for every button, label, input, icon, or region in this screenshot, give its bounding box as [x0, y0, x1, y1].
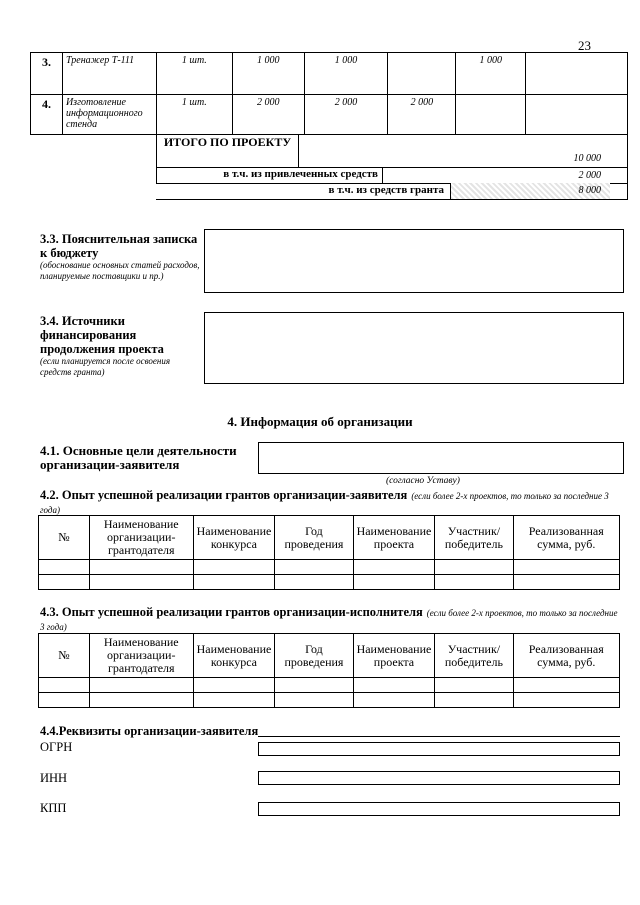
item-col7 — [526, 53, 628, 95]
page-number: 23 — [578, 38, 591, 53]
item-price: 2 000 — [232, 95, 304, 135]
ogrn-field[interactable] — [258, 742, 620, 756]
total-project-label: ИТОГО ПО ПРОЕКТУ — [157, 135, 299, 167]
item-total: 1 000 — [304, 53, 388, 95]
total-attracted-row — [156, 167, 628, 184]
item-col5 — [388, 53, 456, 95]
grants-executor-table — [38, 633, 620, 708]
section-4-3-title: 4.3. Опыт успешной реализации грантов организации-исполнителя — [40, 605, 423, 619]
item-col5: 2 000 — [388, 95, 456, 135]
header-grantor: Наименование организации-грантодателя — [89, 634, 193, 678]
section-4-2-note: (если более 2-х проектов, то только за последние 3 года) — [40, 491, 609, 515]
header-contest: Наименование конкурса — [193, 516, 275, 560]
ogrn-label: ОГРН — [40, 740, 73, 754]
section-4-3-heading — [40, 605, 620, 633]
table-row — [39, 560, 620, 575]
item-col7 — [526, 95, 628, 135]
budget-row — [31, 53, 628, 95]
item-name: Тренажер Т-111 — [62, 53, 156, 95]
item-total: 2 000 — [304, 95, 388, 135]
section-4-3-note: (если более 2-х проектов, то только за последние 3 года) — [40, 608, 618, 632]
header-grantor: Наименование организации-грантодателя — [89, 516, 193, 560]
total-attracted-label: в т.ч. из привлеченных средств — [157, 168, 383, 183]
total-grant-value: 8 000 — [578, 185, 601, 196]
section-3-3-label — [40, 232, 200, 282]
table-row — [39, 678, 620, 693]
section-3-3-note: (обоснование основных статей расходов, планируемые поставщики и пр.) — [40, 260, 200, 281]
grants-applicant-table — [38, 515, 620, 590]
table-row — [39, 575, 620, 590]
budget-table — [30, 52, 628, 135]
section-4-1-note: (согласно Уставу) — [386, 476, 460, 486]
total-attracted-value: 2 000 — [578, 170, 601, 181]
kpp-field[interactable] — [258, 802, 620, 816]
budget-row — [31, 95, 628, 135]
total-project-value: 10 000 — [573, 153, 601, 164]
section-3-3-title: 3.3. Пояснительная записка к бюджету — [40, 232, 198, 260]
item-qty: 1 шт. — [156, 53, 232, 95]
total-project-row — [156, 134, 628, 168]
section-3-3-field[interactable] — [204, 229, 624, 293]
section-3-4-label — [40, 314, 200, 378]
kpp-label: КПП — [40, 801, 67, 815]
header-amount: Реализованная сумма, руб. — [513, 516, 620, 560]
header-participant: Участник/ победитель — [435, 634, 513, 678]
table-header-row — [39, 634, 620, 678]
section-4-4-title: 4.4.Реквизиты организации-заявителя — [40, 724, 259, 738]
header-number: № — [39, 634, 90, 678]
section-4-2-heading — [40, 488, 620, 516]
total-grant-row — [156, 183, 628, 200]
section-4-1-title: 4.1. Основные цели деятельности организации-заявителя — [40, 443, 237, 472]
section-3-4-title: 3.4. Источники финансирования продолжения проекта — [40, 314, 164, 356]
inn-field[interactable] — [258, 771, 620, 785]
header-year: Год проведения — [275, 634, 353, 678]
section-3-4-field[interactable] — [204, 312, 624, 384]
header-participant: Участник/ победитель — [435, 516, 513, 560]
section-3-4-note: (если планируется после освоения средств гранта) — [40, 356, 171, 377]
item-price: 1 000 — [232, 53, 304, 95]
header-amount: Реализованная сумма, руб. — [513, 634, 620, 678]
row-number: 3. — [31, 53, 63, 95]
section-4-2-title: 4.2. Опыт успешной реализации грантов организации-заявителя — [40, 488, 408, 502]
header-project: Наименование проекта — [353, 634, 435, 678]
header-contest: Наименование конкурса — [193, 634, 275, 678]
table-header-row — [39, 516, 620, 560]
table-row — [39, 693, 620, 708]
inn-label: ИНН — [40, 771, 68, 785]
item-name: Изготовление информационного стенда — [62, 95, 156, 135]
row-number: 4. — [31, 95, 63, 135]
header-year: Год проведения — [275, 516, 353, 560]
section-4-title: 4. Информация об организации — [227, 414, 413, 429]
item-col6: 1 000 — [456, 53, 526, 95]
section-4-4-rule — [258, 736, 620, 737]
item-col6 — [456, 95, 526, 135]
total-grant-label: в т.ч. из средств гранта — [328, 184, 444, 196]
header-project: Наименование проекта — [353, 516, 435, 560]
section-4-1-field[interactable] — [258, 442, 624, 474]
item-qty: 1 шт. — [156, 95, 232, 135]
header-number: № — [39, 516, 90, 560]
